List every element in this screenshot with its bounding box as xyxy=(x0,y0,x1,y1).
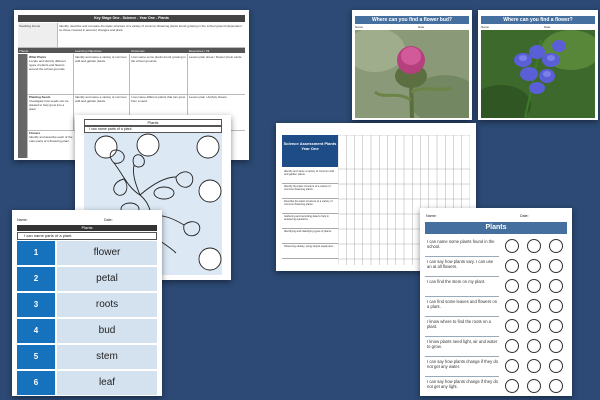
diagram-objective: I can name parts of a plant. xyxy=(84,126,222,133)
teaching-focus-text: Identify, describe and compare the basic structure of a variety of common flowering plants found growing in the school ground (dependent on those covered in autumn) changes and plant. xyxy=(59,24,242,32)
tick-statement: I know where to find the roots on a plant. xyxy=(425,316,499,337)
item-number: 6 xyxy=(17,371,55,395)
tick-row xyxy=(425,356,567,377)
tick-row xyxy=(425,296,567,317)
item-number: 2 xyxy=(17,267,55,291)
tick-circle[interactable] xyxy=(527,319,541,333)
tick-circle[interactable] xyxy=(549,319,563,333)
row-outcome: I can name different plants that can grow from a seed. xyxy=(130,94,188,130)
row-outcome: I can name some plants found growing in the school grounds. xyxy=(130,54,188,94)
tick-row xyxy=(425,376,567,396)
tick-circle[interactable] xyxy=(505,279,519,293)
tick-circle[interactable] xyxy=(549,379,563,393)
tick-row xyxy=(425,316,567,337)
item-word: roots xyxy=(57,293,157,317)
name-label: Name xyxy=(481,25,490,29)
row-theme-title: Planting Seeds xyxy=(29,95,51,99)
assessment-statement: Observing closely, using simple equipment. xyxy=(282,244,338,259)
list-item xyxy=(17,319,157,343)
tick-circle[interactable] xyxy=(549,339,563,353)
assessment-statement: Gathering and recording data to help in answering questions. xyxy=(282,214,338,229)
row-objective: Identify and name a variety of common wild and garden plants. xyxy=(74,94,130,130)
word-list-objective: I can name parts of a plant. xyxy=(17,232,157,240)
row-marker xyxy=(18,94,28,130)
date-label: Date xyxy=(418,25,425,29)
row-objective: Identify and name a variety of common wild and garden plants. xyxy=(74,54,130,94)
tick-statement: I can say how plants change if they do not get any light. xyxy=(425,376,499,396)
column-outcomes: Outcomes xyxy=(131,49,145,53)
item-number: 1 xyxy=(17,241,55,265)
diagram-title: Plants xyxy=(84,119,222,126)
item-word: stem xyxy=(57,345,157,369)
name-label: Name: xyxy=(426,214,437,218)
tick-statement: I can say how plants vary. I can use an at all flowers. xyxy=(425,256,499,277)
item-number: 4 xyxy=(17,319,55,343)
item-number: 5 xyxy=(17,345,55,369)
assessment-statement: Identify the basic structure of a variety of common flowering plants. xyxy=(282,184,338,199)
row-resource: Lesson plan sheet / Flower photo cards. xyxy=(189,55,243,59)
item-number: 3 xyxy=(17,293,55,317)
assessment-statement: Identify and name a variety of common wild and garden plants. xyxy=(282,169,338,184)
name-label: Name: xyxy=(17,218,28,222)
item-word: flower xyxy=(57,241,157,265)
tick-row xyxy=(425,336,567,357)
tick-sheet-title: Plants xyxy=(425,222,567,234)
tick-statement: I can name some plants found in the school. xyxy=(425,236,499,257)
date-label: Date: xyxy=(104,218,113,222)
tick-circle[interactable] xyxy=(505,259,519,273)
row-theme-text: Identify and describe each of the main parts of a flowering plant. xyxy=(29,135,73,143)
photo-card-question: Where can you find a flower? xyxy=(481,16,595,24)
tick-sheet[interactable] xyxy=(420,208,572,396)
row-theme-text: Investigate how seeds can be planted to help grow into a plant. xyxy=(29,99,69,111)
tick-circle[interactable] xyxy=(505,359,519,373)
column-objectives: Learning Objectives xyxy=(75,49,102,53)
tick-row xyxy=(425,276,567,297)
photo-card-question: Where can you find a flower bud? xyxy=(355,16,469,24)
tick-circle[interactable] xyxy=(549,359,563,373)
column-resources: Resources / Kit xyxy=(189,49,210,53)
photo-card-bluebell[interactable] xyxy=(478,10,598,120)
list-item xyxy=(17,293,157,317)
tick-row xyxy=(425,256,567,277)
assessment-statement: Identifying and classifying types of plants. xyxy=(282,229,338,244)
tick-circle[interactable] xyxy=(549,299,563,313)
tick-circle[interactable] xyxy=(527,359,541,373)
bluebell-photo xyxy=(481,30,595,118)
column-theme: Theme xyxy=(19,49,29,53)
row-resource: Lesson plan / Activity sheets. xyxy=(189,95,228,99)
tick-circle[interactable] xyxy=(527,259,541,273)
list-item xyxy=(17,241,157,265)
planning-title: Key Stage One - Science - Year One - Plants xyxy=(18,15,245,22)
date-label: Date xyxy=(544,25,551,29)
planning-column-header xyxy=(18,48,245,53)
teaching-focus-label: Teaching Focus xyxy=(18,23,58,47)
tick-circle[interactable] xyxy=(505,319,519,333)
item-word: bud xyxy=(57,319,157,343)
tick-row xyxy=(425,236,567,257)
tick-circle[interactable] xyxy=(549,259,563,273)
list-item xyxy=(17,345,157,369)
tick-circle[interactable] xyxy=(527,379,541,393)
tick-circle[interactable] xyxy=(505,379,519,393)
photo-card-thistle[interactable] xyxy=(352,10,472,120)
thistle-photo xyxy=(355,30,469,118)
tick-statement: I can find the stem on my plant. xyxy=(425,276,499,297)
tick-circle[interactable] xyxy=(505,239,519,253)
item-word: leaf xyxy=(57,371,157,395)
row-marker xyxy=(18,54,28,94)
tick-statement: I know plants need light, air and water to grow. xyxy=(425,336,499,357)
tick-circle[interactable] xyxy=(527,279,541,293)
word-list-sheet[interactable] xyxy=(12,210,162,396)
assessment-statement: Describe the basic structure of a variety of common flowering plants. xyxy=(282,199,338,214)
row-theme-title: Flowers xyxy=(29,131,41,135)
assessment-title: Science Assessment Plants Year One xyxy=(282,135,338,167)
tick-statement: I can say how plants change if they do not get any water. xyxy=(425,356,499,377)
row-theme xyxy=(28,54,74,94)
list-item xyxy=(17,371,157,395)
item-word: petal xyxy=(57,267,157,291)
tick-circle[interactable] xyxy=(549,239,563,253)
tick-circle[interactable] xyxy=(527,299,541,313)
list-item xyxy=(17,267,157,291)
name-label: Name xyxy=(355,25,364,29)
tick-circle[interactable] xyxy=(527,339,541,353)
row-theme xyxy=(28,94,74,130)
tick-statement: I can find some leaves and flowers on a plant. xyxy=(425,296,499,317)
date-label: Date: xyxy=(520,214,529,218)
row-theme-text: Locate and identify different types of plants and flowers around the school grounds. xyxy=(29,59,66,71)
word-list-title: Plants xyxy=(17,225,157,231)
row-theme xyxy=(28,130,74,158)
tick-circle[interactable] xyxy=(527,239,541,253)
tick-circle[interactable] xyxy=(505,339,519,353)
table-row xyxy=(18,54,245,95)
row-theme-title: What Plants xyxy=(29,55,47,59)
teaching-focus-row xyxy=(18,23,245,48)
tick-circle[interactable] xyxy=(505,299,519,313)
row-marker xyxy=(18,130,28,158)
tick-circle[interactable] xyxy=(549,279,563,293)
